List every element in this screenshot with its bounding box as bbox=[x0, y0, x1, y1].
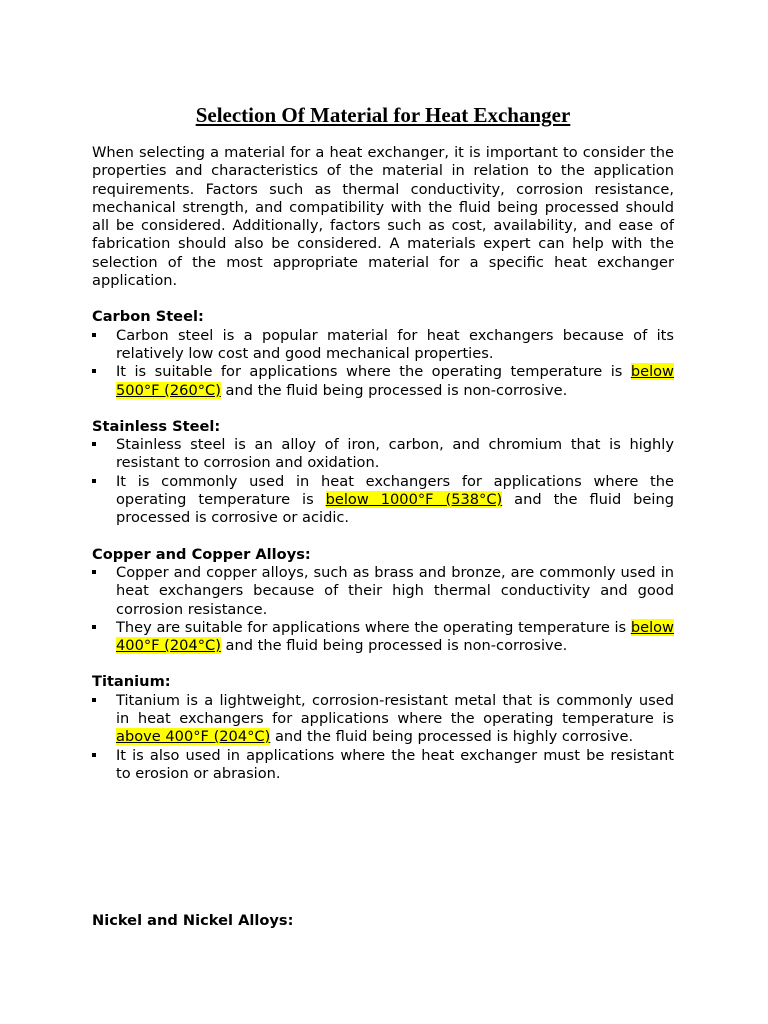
bullet-list bbox=[92, 564, 674, 655]
bullet-marker bbox=[92, 625, 96, 629]
list-item bbox=[92, 564, 674, 619]
list-item bbox=[92, 436, 674, 473]
list-item-text: Carbon steel is a popular material for heat exchangers because of its relatively low cost and good mechanical properties. bbox=[116, 326, 674, 362]
section-copper bbox=[92, 546, 674, 656]
page-title: Selection Of Material for Heat Exchanger bbox=[195, 103, 571, 127]
bullet-list bbox=[92, 436, 674, 527]
section-heading: Carbon Steel: bbox=[92, 308, 204, 326]
intro-paragraph: When selecting a material for a heat exchanger, it is important to consider the properties and characteristics of the material in relation to the application requirements. Factors such as thermal conductivity, corrosion resistance, mechanical strength, and compatibility with the fluid being processed should all be considered. Additionally, factors such as cost, availability, and ease of fabrication should also be considered. A materials expert can help with the selection of the most appropriate material for a specific heat exchanger application. bbox=[92, 144, 674, 290]
highlighted-temperature: below 1000°F (538°C) bbox=[325, 491, 503, 509]
bullet-marker bbox=[92, 753, 96, 757]
list-item-text: Titanium is a lightweight, corrosion-resistant metal that is commonly used in heat exchangers for applications where the operating temperature is bbox=[116, 691, 674, 728]
list-item bbox=[92, 473, 674, 528]
bullet-marker bbox=[92, 570, 96, 574]
bullet-list bbox=[92, 327, 674, 400]
list-item bbox=[92, 747, 674, 784]
list-item-text: It is also used in applications where the heat exchanger must be resistant to erosion or abrasion. bbox=[116, 746, 674, 782]
list-item-text: It is commonly used in heat exchangers for applications where the operating temperature is bbox=[116, 472, 674, 509]
list-item-text: and the fluid being processed is non-corrosive. bbox=[220, 381, 568, 399]
bullet-marker bbox=[92, 698, 96, 702]
list-item bbox=[92, 327, 674, 364]
list-item-text: and the fluid being processed is corrosive or acidic. bbox=[116, 491, 674, 527]
section-titanium bbox=[92, 673, 674, 783]
list-item-text: It is suitable for applications where the operating temperature is bbox=[116, 363, 631, 381]
list-item-text: Stainless steel is an alloy of iron, carbon, and chromium that is highly resistant to corrosion and oxidation. bbox=[116, 436, 674, 472]
bullet-marker bbox=[92, 442, 96, 446]
list-item-text: Copper and copper alloys, such as brass and bronze, are commonly used in heat exchangers because of their high thermal conductivity and good corrosion resistance. bbox=[116, 563, 674, 618]
list-item-text: and the fluid being processed is non-corrosive. bbox=[220, 637, 568, 655]
section-heading-nickel: Nickel and Nickel Alloys: bbox=[92, 912, 294, 929]
section-carbon-steel bbox=[92, 308, 674, 399]
list-item-text: They are suitable for applications where the operating temperature is bbox=[116, 618, 631, 636]
section-heading: Stainless Steel: bbox=[92, 417, 221, 435]
section-heading: Copper and Copper Alloys: bbox=[92, 545, 311, 563]
highlighted-temperature: above 400°F (204°C) bbox=[116, 728, 271, 746]
bullet-marker bbox=[92, 369, 96, 373]
bullet-marker bbox=[92, 333, 96, 337]
section-stainless-steel bbox=[92, 418, 674, 528]
highlighted-temperature: below 500°F (260°C) bbox=[116, 363, 674, 399]
list-item bbox=[92, 692, 674, 747]
list-item bbox=[92, 619, 674, 656]
list-item bbox=[92, 363, 674, 400]
highlighted-temperature: below 400°F (204°C) bbox=[116, 618, 674, 655]
section-heading: Titanium: bbox=[92, 673, 171, 691]
list-item-text: and the fluid being processed is highly corrosive. bbox=[270, 728, 634, 746]
bullet-marker bbox=[92, 479, 96, 483]
bullet-list bbox=[92, 692, 674, 783]
